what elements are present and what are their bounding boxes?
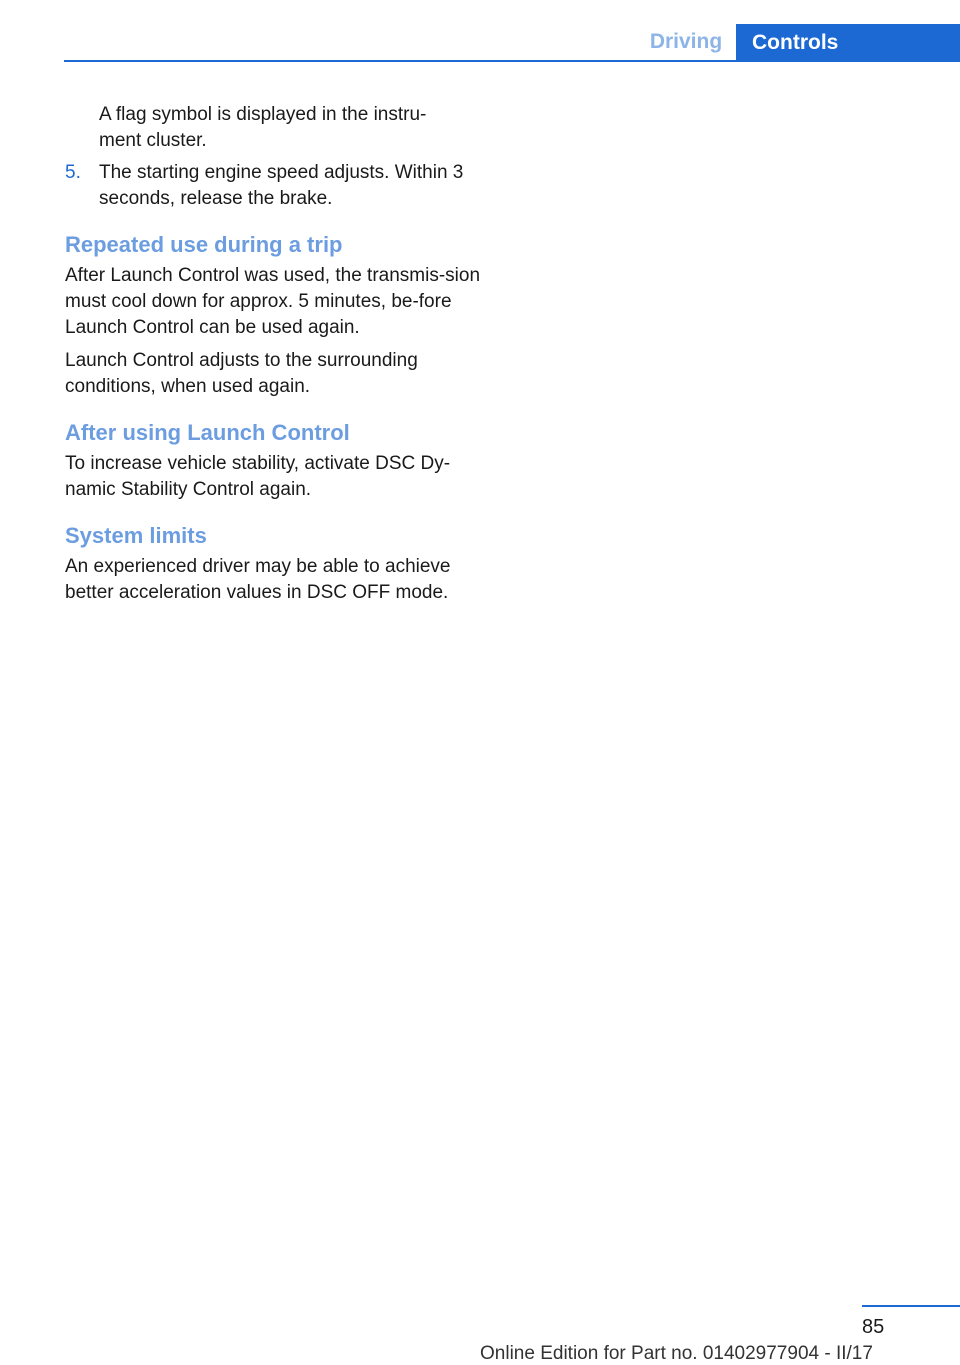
paragraph: To increase vehicle stability, activate DSC Dy-namic Stability Control again. xyxy=(65,453,451,500)
footer-rule xyxy=(862,1305,960,1307)
list-continuation: A flag symbol is displayed in the instru- ment cluster. xyxy=(99,104,427,151)
paragraph: An experienced driver may be able to achieve better acceleration values in DSC OFF mode. xyxy=(65,556,451,603)
page-content xyxy=(65,102,485,613)
paragraph: After Launch Control was used, the transmis-sion must cool down for approx. 5 minutes, be-fore Launch Control can be used again. xyxy=(65,265,481,338)
section-tab-driving: Driving xyxy=(649,30,723,53)
list-text: The starting engine speed adjusts. Within 3 seconds, release the brake. xyxy=(99,162,464,209)
paragraph: Launch Control adjusts to the surrounding conditions, when used again. xyxy=(65,350,418,397)
list-number: 5. xyxy=(65,162,81,183)
chapter-tab-controls: Controls xyxy=(736,24,960,61)
header-rule xyxy=(64,60,960,62)
page-number: 85 xyxy=(862,1316,885,1338)
edition-info: Online Edition for Part no. 01402977904 - II/17 xyxy=(480,1343,873,1364)
list-item xyxy=(65,160,485,212)
heading-system-limits: System limits xyxy=(65,523,207,548)
heading-after-using: After using Launch Control xyxy=(65,420,350,445)
heading-repeated-use: Repeated use during a trip xyxy=(65,232,343,257)
